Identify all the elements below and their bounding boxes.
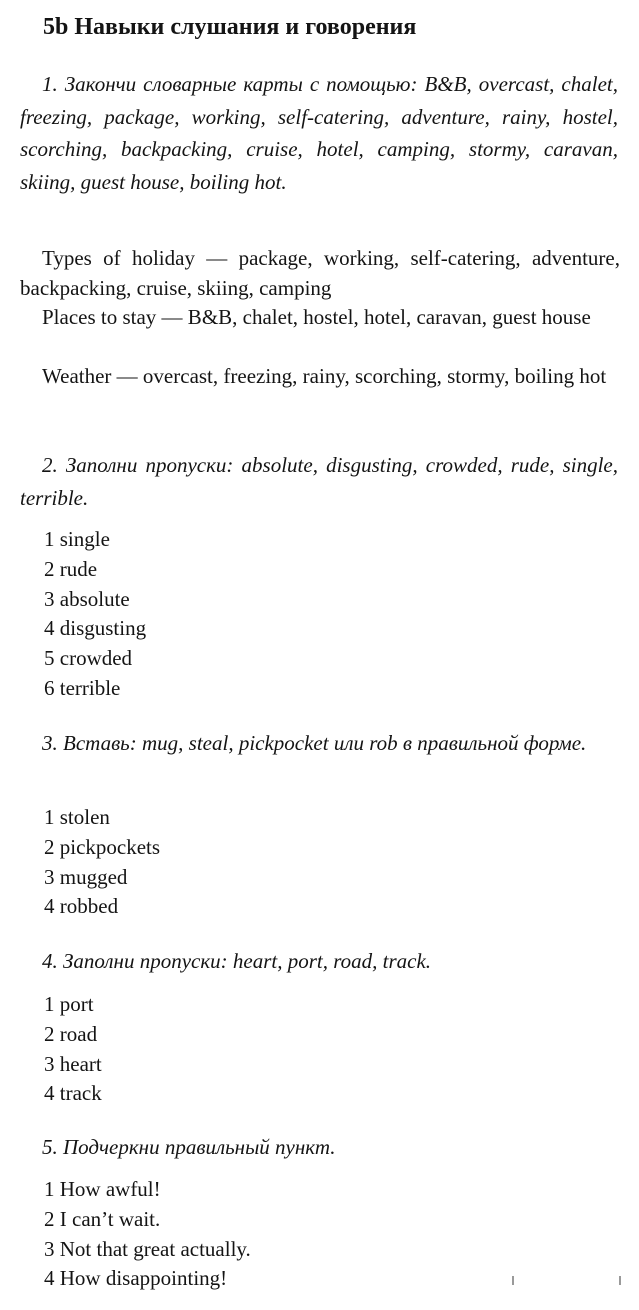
list-item: 6 terrible [44, 675, 121, 700]
list-item: 1 port [44, 992, 94, 1016]
list-item: 1 single [44, 527, 110, 551]
list-item: 3 heart [44, 1051, 102, 1076]
scan-speck [619, 1276, 621, 1285]
task-3-instruction: 3. Вставь: mug, steal, pickpocket или rob в правильной форме. [42, 731, 587, 755]
task-2-instruction: 2. Заполни пропуски: absolute, disgusting, crowded, rude, single, terrible. [20, 453, 618, 510]
list-item: 2 I can’t wait. [44, 1206, 161, 1231]
scan-speck [512, 1276, 514, 1285]
list-item: 3 mugged [44, 864, 128, 889]
page-title: 5b Навыки слушания и говорения [43, 14, 417, 40]
answer-places-to-stay: Places to stay — B&B, chalet, hostel, hotel, caravan, guest house [42, 305, 591, 329]
list-item: 5 crowded [44, 646, 133, 671]
task-1-instruction: 1. Закончи словарные карты с помощью: B&B, overcast, chalet, freezing, package, working, self-catering, adventure, rainy, hostel, scorching, backpacking, cruise, hotel, camping, stormy, caravan, skiing, guest house, boiling hot. [20, 72, 618, 194]
task-4-instruction: 4. Заполни пропуски: heart, port, road, track. [42, 949, 432, 973]
task-5-answer-list [44, 1175, 251, 1294]
list-item: 2 road [44, 1021, 98, 1046]
list-item: 3 Not that great actually. [44, 1236, 251, 1261]
list-item: 4 robbed [44, 894, 119, 919]
list-item: 3 absolute [44, 586, 130, 611]
task-4-answer-list [44, 990, 102, 1109]
task-3-answer-list [44, 803, 160, 922]
list-item: 4 track [44, 1081, 102, 1106]
list-item: 4 How disappointing! [44, 1266, 228, 1291]
answer-types-of-holiday: Types of holiday — package, working, self-catering, adventure, backpacking, cruise, skiing, camping [20, 246, 620, 300]
list-item: 4 disgusting [44, 616, 147, 641]
list-item: 1 How awful! [44, 1177, 161, 1201]
task-5-instruction: 5. Подчеркни правильный пункт. [42, 1135, 336, 1159]
list-item: 1 stolen [44, 805, 110, 829]
list-item: 2 pickpockets [44, 834, 161, 859]
answer-weather: Weather — overcast, freezing, rainy, scorching, stormy, boiling hot [42, 364, 607, 388]
task-2-answer-list [44, 525, 146, 704]
list-item: 2 rude [44, 556, 98, 581]
